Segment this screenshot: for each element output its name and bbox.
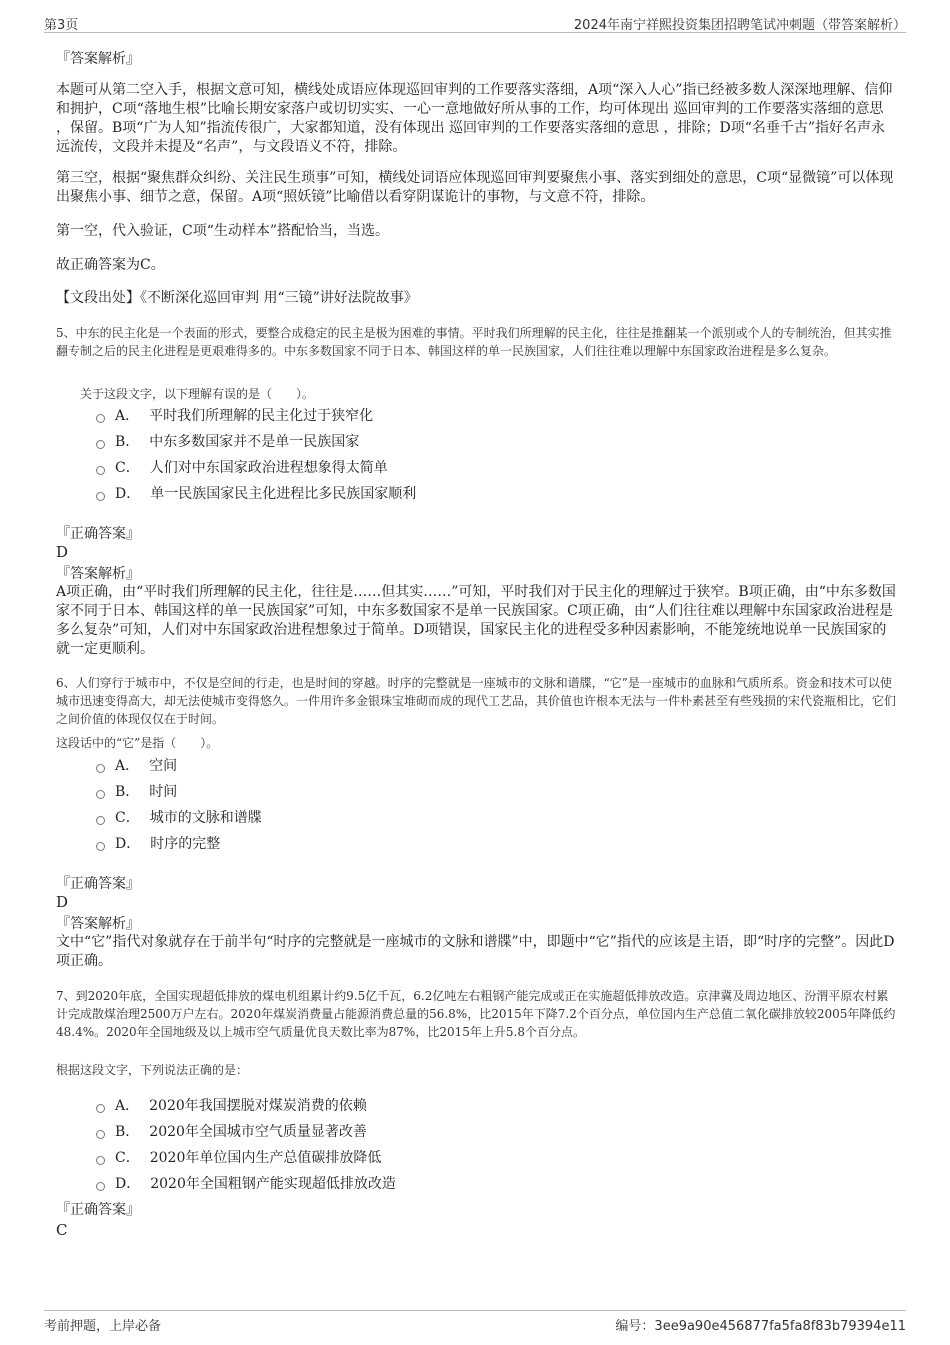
option-d[interactable]: D． 时序的完整 bbox=[96, 830, 856, 856]
radio-icon[interactable] bbox=[96, 466, 105, 475]
option-a[interactable]: A． 2020年我国摆脱对煤炭消费的依赖 bbox=[96, 1092, 856, 1118]
option-b[interactable]: B． 2020年全国城市空气质量显著改善 bbox=[96, 1118, 856, 1144]
radio-icon[interactable] bbox=[96, 764, 105, 773]
correct-answer-label: 『正确答案』 bbox=[56, 876, 140, 892]
question-7-options bbox=[96, 1092, 856, 1196]
document-id: 编号：3ee9a90e456877fa5fa8f83b79394e11 bbox=[615, 1319, 906, 1334]
option-c[interactable]: C． 人们对中东国家政治进程想象得太简单 bbox=[96, 454, 856, 480]
source-citation: 【文段出处】《不断深化巡回审判 用“三镜”讲好法院故事》 bbox=[56, 290, 418, 306]
document-title: 2024年南宁祥熙投资集团招聘笔试冲刺题（带答案解析） bbox=[573, 18, 906, 33]
question-5-stem: 5、中东的民主化是一个表面的形式，要整合成稳定的民主是极为困难的事情。平时我们所理解的民主化，往往是推翻某一个派别或个人的专制统治，但其实推翻专制之后的民主化进程是更艰难得多的。中东多数国家不同于日本、韩国这样的单一民族国家，人们往往难以理解中东国家政治进程是多么复杂。 bbox=[56, 326, 892, 358]
analysis-label: 『答案解析』 bbox=[56, 566, 140, 582]
radio-icon[interactable] bbox=[96, 1104, 105, 1113]
correct-answer: C bbox=[56, 1221, 68, 1239]
question-6-options bbox=[96, 752, 856, 856]
question-6-prompt: 这段话中的“它”是指（ ）。 bbox=[56, 736, 219, 750]
correct-answer: D bbox=[56, 893, 69, 911]
correct-answer-label: 『正确答案』 bbox=[56, 526, 140, 542]
question-5-options bbox=[96, 402, 856, 506]
radio-icon[interactable] bbox=[96, 790, 105, 799]
option-b[interactable]: B． 时间 bbox=[96, 778, 856, 804]
analysis-label: 『答案解析』 bbox=[56, 51, 140, 67]
radio-icon[interactable] bbox=[96, 440, 105, 449]
radio-icon[interactable] bbox=[96, 414, 105, 423]
option-c[interactable]: C． 2020年单位国内生产总值碳排放降低 bbox=[96, 1144, 856, 1170]
option-a[interactable]: A． 空间 bbox=[96, 752, 856, 778]
analysis-paragraph: 第一空，代入验证，C项“生动样本”搭配恰当，当选。 bbox=[56, 223, 390, 239]
question-6-analysis: 文中“它”指代对象就存在于前半句“时序的完整就是一座城市的文脉和谱牒”中，即题中“它”指代的应该是主语，即“时序的完整”。因此D项正确。 bbox=[56, 934, 895, 969]
option-d[interactable]: D． 单一民族国家民主化进程比多民族国家顺利 bbox=[96, 480, 856, 506]
correct-answer-label: 『正确答案』 bbox=[56, 1202, 140, 1218]
answer-conclusion: 故正确答案为C。 bbox=[56, 257, 165, 273]
page-header bbox=[44, 12, 906, 33]
analysis-paragraph: 第三空，根据“聚焦群众纠纷、关注民生琐事”可知，横线处词语应体现巡回审判要聚焦小事、落实到细处的意思，C项“显微镜”可以体现出聚焦小事、细节之意，保留。A项“照妖镜”比喻借以看穿阴谋诡计的事物，与文意不符，排除。 bbox=[56, 170, 894, 205]
correct-answer: D bbox=[56, 543, 69, 561]
question-7-stem: 7、到2020年底，全国实现超低排放的煤电机组累计约9.5亿千瓦，6.2亿吨左右粗钢产能完成或正在实施超低排放改造。京津冀及周边地区、汾渭平原农村累计完成散煤治理2500万户左右。2020年煤炭消费量占能源消费总量的56.8%，比2015年下降7.2个百分点，单位国内生产总值二氧化碳排放较2005年降低约48.4%。2020年全国地级及以上城市空气质量优良天数比率为87%，比2015年上升5.8个百分点。 bbox=[56, 989, 896, 1039]
radio-icon[interactable] bbox=[96, 842, 105, 851]
page-number: 第3页 bbox=[44, 18, 79, 33]
analysis-paragraph: 本题可从第二空入手，根据文意可知，横线处成语应体现巡回审判的工作要落实落细，A项“深入人心”指已经被多数人深深地理解、信仰和拥护，C项“落地生根”比喻长期安家落户或切切实实、一心一意地做好所从事的工作，均可体现出 巡回审判的工作要落实落细的意思 ，保留。B项“广为人知”指流传很广，大家都知道，没有体现出 巡回审判的工作要落实落细的意思 ，排除；D项“名垂千古”指好名声永远流传，文段并未提及“名声”，与文段语义不符，排除。 bbox=[56, 82, 893, 155]
question-5-prompt: 关于这段文字，以下理解有误的是（ ）。 bbox=[80, 387, 315, 401]
question-5-analysis: A项正确，由“平时我们所理解的民主化，往往是……但其实……”可知，平时我们对于民主化的理解过于狭窄。B项正确，由“中东多数国家不同于日本、韩国这样的单一民族国家”可知，中东多数国家不是单一民族国家。C项正确，由“人们往往难以理解中东国家政治进程是多么复杂”可知，人们对中东国家政治进程想象过于简单。D项错误，国家民主化的进程受多种因素影响，不能笼统地说单一民族国家的就一定更顺利。 bbox=[56, 584, 896, 657]
option-d[interactable]: D． 2020年全国粗钢产能实现超低排放改造 bbox=[96, 1170, 856, 1196]
footer-slogan: 考前押题，上岸必备 bbox=[44, 1319, 162, 1334]
analysis-label: 『答案解析』 bbox=[56, 916, 140, 932]
radio-icon[interactable] bbox=[96, 1130, 105, 1139]
page-footer bbox=[44, 1310, 906, 1333]
radio-icon[interactable] bbox=[96, 1156, 105, 1165]
option-a[interactable]: A． 平时我们所理解的民主化过于狭窄化 bbox=[96, 402, 856, 428]
radio-icon[interactable] bbox=[96, 816, 105, 825]
radio-icon[interactable] bbox=[96, 1182, 105, 1191]
option-b[interactable]: B． 中东多数国家并不是单一民族国家 bbox=[96, 428, 856, 454]
question-7-prompt: 根据这段文字，下列说法正确的是： bbox=[56, 1063, 249, 1077]
option-c[interactable]: C． 城市的文脉和谱牒 bbox=[96, 804, 856, 830]
radio-icon[interactable] bbox=[96, 492, 105, 501]
question-6-stem: 6、人们穿行于城市中，不仅是空间的行走，也是时间的穿越。时序的完整就是一座城市的文脉和谱牒，“它”是一座城市的血脉和气质所系。资金和技术可以使城市迅速变得高大，却无法使城市变得悠久。一件用许多金银珠宝堆砌而成的现代工艺品，其价值也许根本无法与一件朴素甚至有些残损的宋代瓷瓶相比，它们之间价值的体现仅仅在于时间。 bbox=[56, 676, 897, 726]
